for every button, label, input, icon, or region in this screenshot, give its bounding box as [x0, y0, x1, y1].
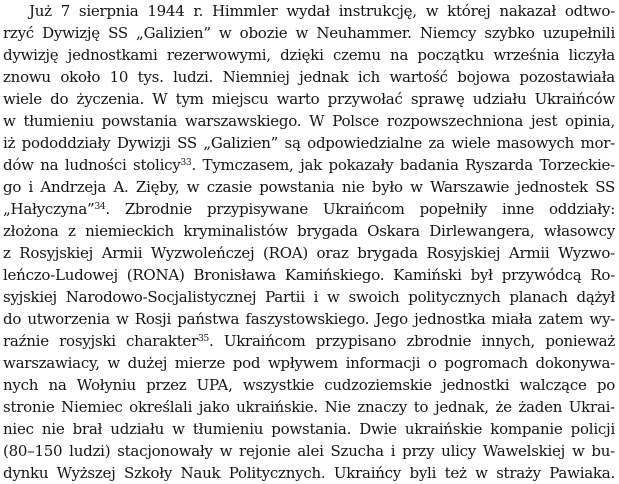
line-text-continued: . Zbrodnie przypisywane Ukraińcom popełniły inne oddziały:	[105, 200, 615, 218]
text-line	[3, 418, 615, 440]
text-line	[3, 22, 615, 44]
text-line	[3, 88, 615, 110]
line-text: złożona z niemieckich kryminalistów brygada Oskara Dirlewangera, własowcy	[3, 222, 615, 240]
line-text: w tłumieniu powstania warszawskiego. W Polsce rozpowszechniona jest opinia,	[3, 112, 615, 130]
text-line	[3, 44, 615, 66]
text-line	[3, 286, 615, 308]
footnote-ref[interactable]: 34	[94, 202, 106, 212]
text-line	[3, 242, 615, 264]
line-text: syjskiej Narodowo-Socjalistycznej Partii i w swoich politycznych planach dążył	[3, 288, 615, 306]
line-text: wiele do życzenia. W tym miejscu warto przywołać sprawę udziału Ukraińców	[3, 90, 615, 108]
text-line	[3, 176, 615, 198]
text-line	[3, 374, 615, 396]
line-text: (80–150 ludzi) stacjonowały w rejonie alei Szucha i przy ulicy Wawelskiej w bu-	[3, 442, 615, 460]
line-text: rzyć Dywizję SS „Galizien” w obozie w Neuhammer. Niemcy szybko uzupełnili	[3, 24, 615, 42]
line-text: „Hałyczyna”	[3, 200, 95, 218]
line-text: do utworzenia w Rosji państwa faszystowskiego. Jego jednostka miała zatem wy-	[3, 310, 615, 328]
line-text: dywizję jednostkami rezerwowymi, dzięki czemu na początku września liczyła	[3, 46, 615, 64]
line-text: warszawiacy, w dużej mierze pod wpływem informacji o pogromach dokonywa-	[3, 354, 615, 372]
text-line	[3, 462, 615, 484]
line-text: Już 7 sierpnia 1944 r. Himmler wydał instrukcję, w której nakazał odtwo-	[29, 2, 615, 20]
line-text: dynku Wyższej Szkoły Nauk Politycznych. Ukraińcy byli też w straży Pawiaka.	[3, 464, 615, 482]
line-text-continued: . Ukraińcom przypisano zbrodnie innych, ponieważ	[209, 332, 615, 350]
text-line	[3, 308, 615, 330]
text-line	[3, 66, 615, 88]
text-line	[3, 132, 615, 154]
text-line	[3, 198, 615, 220]
line-text: z Rosyjskiej Armii Wyzwoleńczej (ROA) oraz brygada Rosyjskiej Armii Wyzwo-	[3, 244, 615, 262]
text-line	[3, 440, 615, 462]
line-text: leńczo-Ludowej (RONA) Bronisława Kamińskiego. Kamiński był przywódcą Ro-	[3, 266, 615, 284]
line-text: go i Andrzeja A. Zięby, w czasie powstania nie było w Warszawie jednostek SS	[3, 178, 615, 196]
line-text: dów na ludności stolicy	[3, 156, 181, 174]
document-page	[3, 0, 615, 484]
text-line	[3, 330, 615, 352]
line-text: znowu około 10 tys. ludzi. Niemniej jednak ich wartość bojowa pozostawiała	[3, 68, 615, 86]
text-line	[3, 264, 615, 286]
line-text: iż pododdziały Dywizji SS „Galizien” są odpowiedzialne za wiele masowych mor-	[3, 134, 615, 152]
footnote-ref[interactable]: 35	[198, 334, 210, 344]
line-text: niec nie brał udziału w tłumieniu powstania. Dwie ukraińskie kompanie policji	[3, 420, 615, 438]
footnote-ref[interactable]: 33	[180, 158, 192, 168]
text-line	[3, 352, 615, 374]
line-text: raźnie rosyjski charakter	[3, 332, 199, 350]
line-text: stronie Niemiec określali jako ukraińskie. Nie znaczy to jednak, że żaden Ukrai-	[3, 398, 615, 416]
text-line	[3, 154, 615, 176]
text-line	[3, 220, 615, 242]
text-line	[3, 110, 615, 132]
line-text-continued: . Tymczasem, jak pokazały badania Ryszarda Torzeckie-	[191, 156, 615, 174]
text-line	[3, 396, 615, 418]
text-line	[3, 0, 615, 22]
line-text: nych na Wołyniu przez UPA, wszystkie cudzoziemskie jednostki walczące po	[3, 376, 615, 394]
